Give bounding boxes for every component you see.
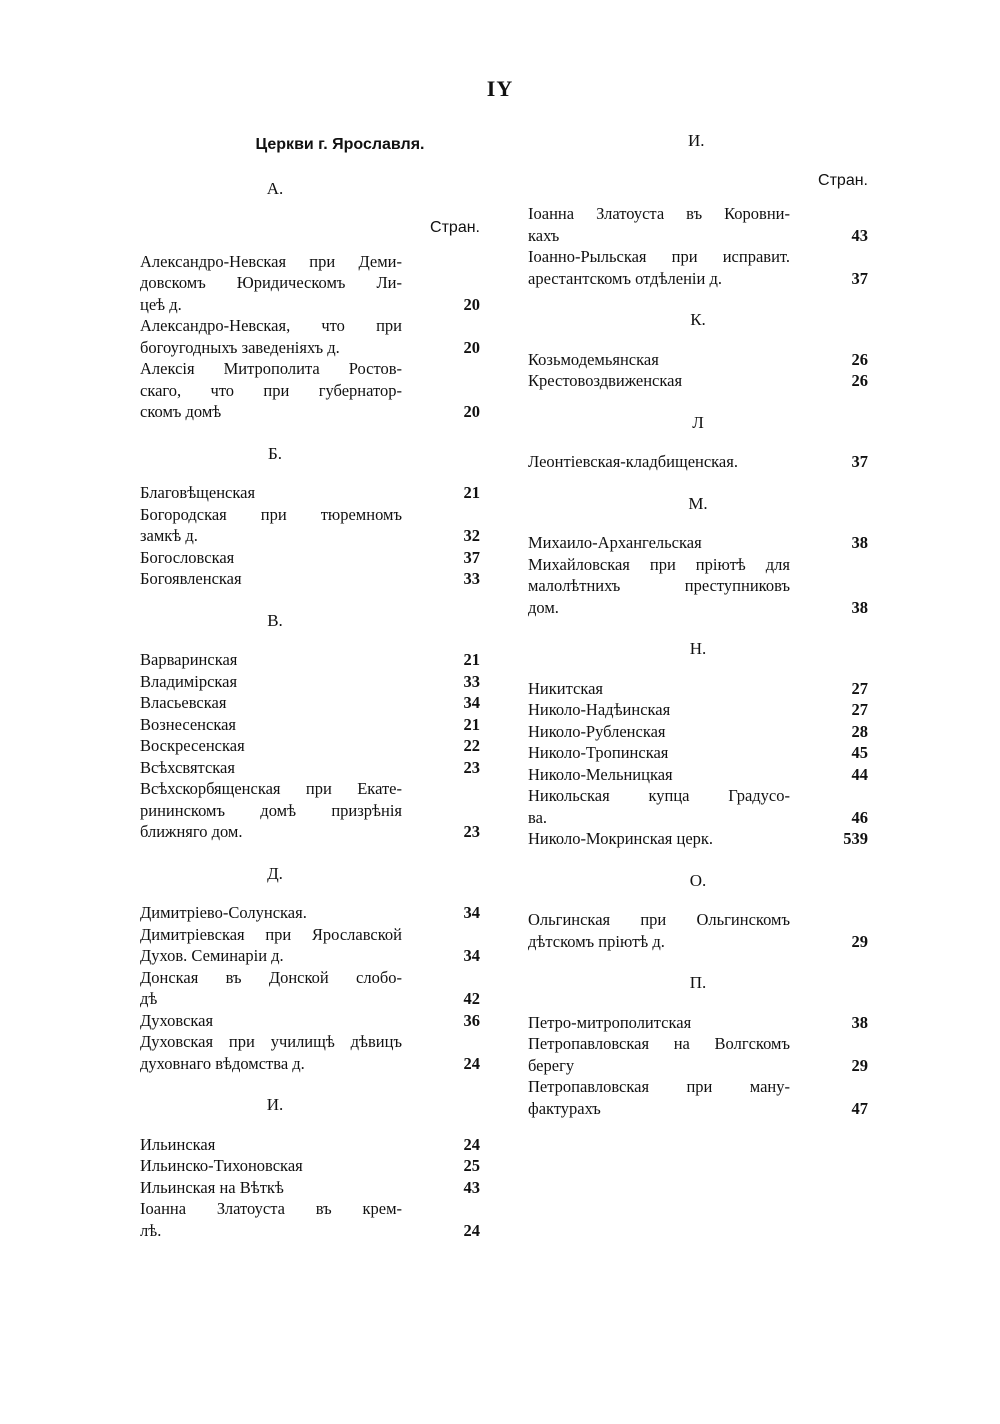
page-reference: 37 [851,268,868,288]
church-name [140,315,402,358]
page-reference: 42 [463,989,480,1008]
church-name-line: Іоанна Златоуста въ Коровни- [528,204,790,223]
church-name [528,370,790,392]
church-name-line: Всѣхсвятская [140,757,235,777]
index-entry [140,649,480,671]
church-name-line: Всѣхскорбященская при Екате- [140,779,402,798]
church-name-line: духовнаго вѣдомства д. [140,1053,305,1073]
church-name-line: Духовская при училищѣ дѣвицъ [140,1032,402,1051]
church-name [140,649,402,671]
church-name-line: Власьевская [140,693,227,712]
page-reference: 38 [851,533,868,552]
section-letter: В. [267,610,283,630]
church-name-line: дом. [528,597,559,617]
church-name [140,1031,402,1074]
left-column [140,134,480,1241]
church-name [140,924,402,967]
index-entry [528,203,868,246]
church-name [140,1010,402,1032]
church-name-line: Димитріево-Солунская. [140,903,307,922]
church-name-line: скомъ домѣ [140,402,222,421]
church-name-line: Ольгинская при Ольгинскомъ [528,910,790,929]
page-reference: 24 [463,1053,480,1073]
church-name-line: Вознесенская [140,714,237,734]
church-name-line: Александро-Невская, что при [140,316,402,335]
index-entry [528,828,868,850]
church-name [140,1155,402,1177]
section-letter: И. [688,131,705,150]
index-entry [528,246,868,289]
church-name [140,482,402,504]
church-name-line: Донская въ Донской слобо- [140,967,402,987]
page-reference: 44 [851,764,868,784]
church-name-line: Николо-Мокринская церк. [528,829,714,848]
church-name-line: Петро-митрополитская [528,1012,692,1032]
index-entry [528,349,868,371]
page-reference: 45 [851,743,868,762]
page-reference: 27 [851,678,868,698]
church-name-line: арестантскомъ отдѣленіи д. [528,268,722,288]
index-entry [528,721,868,743]
index-entry [140,778,480,843]
page-reference: 33 [463,569,480,588]
church-name-line: Алексія Митрополита Ростов- [140,359,402,378]
church-name-line: богоугодныхъ заведеніяхъ д. [140,337,340,357]
church-name [528,742,790,764]
church-name [528,909,790,952]
church-name-line: Николо-Тропинская [528,743,669,762]
section-letter: М. [688,493,708,513]
church-name [140,504,402,547]
church-name [140,568,402,590]
church-name-line: замкѣ д. [140,526,198,545]
index-entry [140,692,480,714]
church-name [528,699,790,721]
page-reference: 21 [463,483,480,502]
church-name-line: Леонтіевская-кладбищенская. [528,452,738,471]
right-sections [528,130,868,1119]
church-name-line: кахъ [528,225,560,245]
church-name-line: Петропавловская при ману- [528,1077,790,1096]
page-reference: 539 [843,829,868,848]
index-entry [140,358,480,423]
index-entry [140,757,480,779]
page-reference: 26 [851,349,868,369]
section-letter: П. [689,973,707,992]
index-entry [140,967,480,1010]
page-reference: 37 [851,452,868,471]
right-column [528,130,868,1119]
church-name-line: малолѣтнихъ преступниковъ [528,576,790,595]
left-sections [140,178,480,1242]
section-letter: О. [689,870,707,890]
page-reference: 47 [851,1098,868,1118]
church-name-line: дѣтскомъ пріютѣ д. [528,931,665,951]
index-entry [140,714,480,736]
section-letter: Н. [689,639,707,658]
church-name-line: берегу [528,1055,575,1075]
index-entry [140,671,480,693]
church-name-line: Благовѣщенская [140,483,256,502]
page-reference: 46 [851,807,868,827]
church-name [140,735,402,757]
page-reference: 32 [463,526,480,545]
church-name-line: рининскомъ домѣ призрѣнія [140,800,402,820]
church-name [140,251,402,316]
church-name-line: Ильинская на Вѣткѣ [140,1177,284,1197]
church-name-line: Варваринская [140,650,238,669]
page-column-header: Стран. [818,171,868,189]
church-name-line: Николо-Мельницкая [528,764,673,784]
church-name [140,547,402,569]
church-name-line: Николо-Надѣинская [528,700,671,719]
church-name-line: Никольская купца Градусо- [528,786,790,805]
church-name [140,714,402,736]
index-entry [528,451,868,473]
page-reference: 28 [851,721,868,741]
church-name-line: ва. [528,807,548,827]
index-entry [528,699,868,721]
church-name [528,1033,790,1076]
church-name-line: Николо-Рубленская [528,721,666,741]
index-entry [140,251,480,316]
church-name-line: Іоанно-Рыльская при исправит. [528,247,790,266]
church-name-line: Никитская [528,678,604,698]
page-reference: 20 [463,337,480,357]
index-entry [140,504,480,547]
church-name [140,902,402,924]
page-reference: 27 [851,700,868,719]
church-name-line: Михаило-Архангельская [528,533,702,552]
page-reference: 43 [463,1177,480,1197]
church-name [140,692,402,714]
church-name-line: Духов. Семинаріи д. [140,946,284,965]
page-reference: 20 [463,294,480,314]
index-entry [528,764,868,786]
church-name [528,203,790,246]
page-reference: 26 [851,371,868,390]
index-entry [140,902,480,924]
page-reference: 24 [463,1134,480,1154]
index-entry [528,785,868,828]
church-name-line: Козьмодемьянская [528,349,659,369]
page-reference: 20 [463,402,480,421]
church-name [140,778,402,843]
section-letter: Д. [267,863,283,883]
church-name [140,1134,402,1156]
page-reference: 24 [463,1220,480,1240]
church-name [528,451,790,473]
index-entry [528,678,868,700]
index-entry [528,554,868,619]
church-name-line: дѣ [140,989,158,1008]
section-letter: К. [690,310,706,329]
index-entry [528,1076,868,1119]
church-name [528,349,790,371]
church-name-line: Петропавловская на Волгскомъ [528,1034,790,1053]
page-reference: 38 [851,1012,868,1032]
page-reference: 21 [463,650,480,669]
page-reference: 34 [463,903,480,922]
church-name [528,246,790,289]
church-name [528,532,790,554]
church-name-line: Духовская [140,1010,214,1030]
page-reference: 23 [463,757,480,777]
index-entry [140,1031,480,1074]
church-name [528,828,790,850]
church-name-line: Воскресенская [140,736,245,755]
church-name [140,358,402,423]
index-entry [528,742,868,764]
church-name [528,721,790,743]
church-name-line: Димитріевская при Ярославской [140,924,402,944]
church-name [528,678,790,700]
church-name-line: Ильинско-Тихоновская [140,1156,303,1175]
church-name-line: Крестовоздвиженская [528,371,683,390]
page-reference: 34 [463,693,480,712]
section-letter: А. [266,178,284,198]
index-entry [140,568,480,590]
page-reference: 37 [463,547,480,567]
index-entry [528,1033,868,1076]
section-letter: И. [266,1095,284,1114]
index-entry [528,1012,868,1034]
church-name [140,967,402,1010]
page-reference: 25 [463,1156,480,1175]
church-name-line: довскомъ Юридическомъ Ли- [140,273,402,292]
section-letter: Б. [267,443,282,463]
page-reference: 38 [851,597,868,617]
church-name-line: скаго, что при губернатор- [140,380,402,400]
church-name-line: лѣ. [140,1220,162,1240]
church-name [140,1198,402,1241]
church-name [140,1177,402,1199]
church-name [528,554,790,619]
page-reference: 29 [851,931,868,951]
index-entry [140,1198,480,1241]
church-name-line: Богоявленская [140,569,242,588]
page-reference: 29 [851,1055,868,1075]
page-number: IY [486,76,514,101]
index-entry [528,909,868,952]
index-entry [528,370,868,392]
church-name-line: Богородская при тюремномъ [140,504,402,524]
index-entry [140,482,480,504]
index-entry [140,1010,480,1032]
index-entry [140,735,480,757]
page-reference: 23 [463,822,480,841]
index-entry [140,1155,480,1177]
church-name [528,764,790,786]
church-name-line: Ильинская [140,1134,216,1154]
index-entry [140,547,480,569]
index-title: Церкви г. Ярославля. [255,136,425,153]
page-reference: 43 [851,225,868,245]
church-name-line: Михайловская при пріютѣ для [528,554,790,574]
page-reference: 22 [463,736,480,755]
church-name [528,1076,790,1119]
index-entry [140,315,480,358]
index-entry [140,924,480,967]
section-letter: Л [692,412,704,432]
church-name-line: ближняго дом. [140,822,243,841]
church-name-line: Владимірская [140,671,238,691]
index-entry [140,1134,480,1156]
page-reference: 21 [463,714,480,734]
church-name-line: фактурахъ [528,1098,601,1118]
page-reference: 34 [463,946,480,965]
church-name-line: Александро-Невская при Деми- [140,251,402,271]
index-entry [528,532,868,554]
church-name [140,671,402,693]
church-name-line: Богословская [140,547,235,567]
church-name [528,785,790,828]
page-reference: 36 [463,1010,480,1030]
church-name [140,757,402,779]
church-name-line: цеѣ д. [140,294,182,314]
church-name [528,1012,790,1034]
page-reference: 33 [463,671,480,691]
church-name-line: Іоанна Златоуста въ крем- [140,1199,402,1218]
page-column-header: Стран. [430,219,480,236]
index-entry [140,1177,480,1199]
